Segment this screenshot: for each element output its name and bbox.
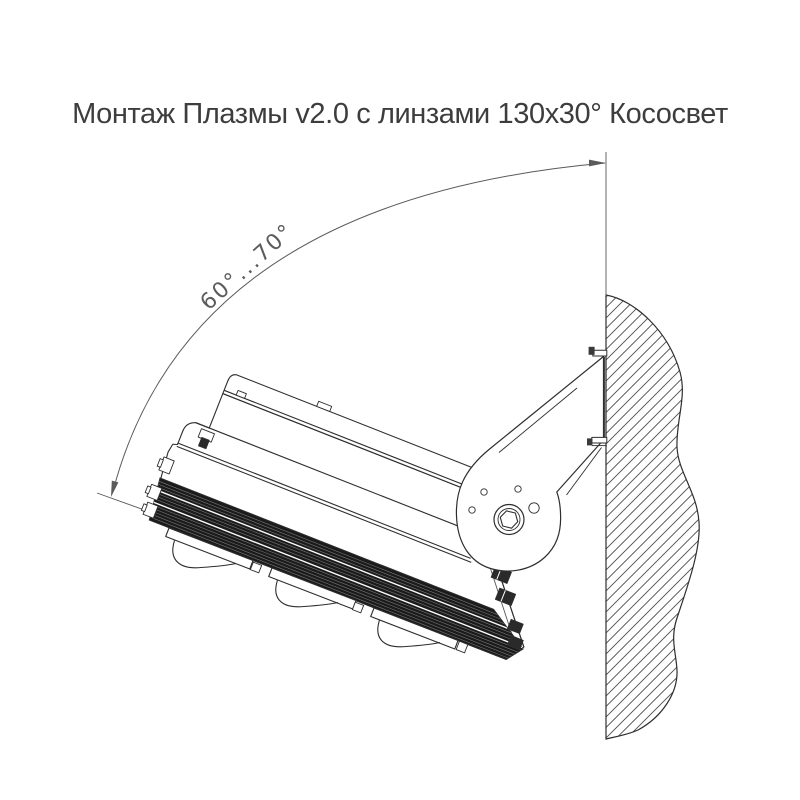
bracket-plate (456, 357, 603, 572)
page-title: Монтаж Плазмы v2.0 с линзами 130x30° Кососвет (72, 98, 728, 130)
pivot-washer-outer (494, 505, 524, 535)
arrow-head-bottom-icon (111, 481, 118, 497)
angle-range-label: 60°...70° (195, 218, 300, 316)
wall-section (606, 295, 699, 739)
wall-hatched-area (606, 295, 699, 739)
arrow-head-top-icon (589, 160, 606, 167)
wall-anchor-top (589, 347, 607, 356)
mounting-bracket (456, 347, 606, 571)
